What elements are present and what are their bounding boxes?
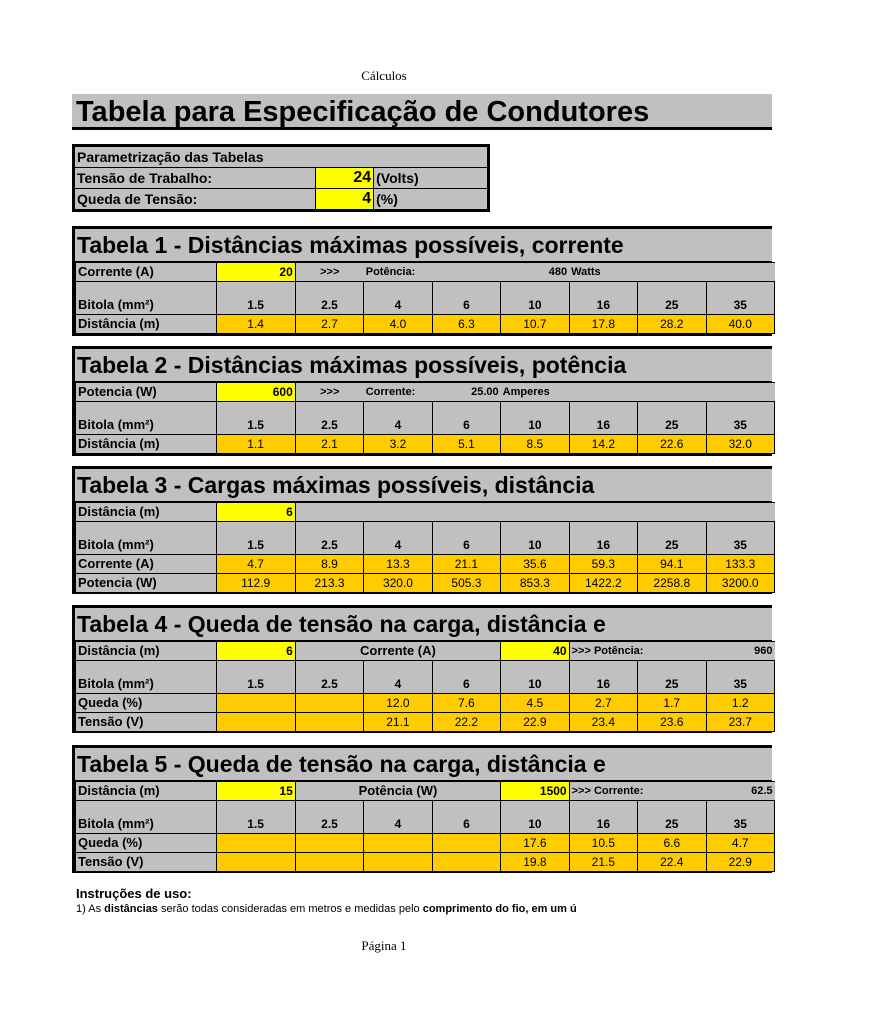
t5-info-value: 62.5 (706, 782, 774, 801)
table-1 (72, 226, 772, 336)
t3-potencia-cell-2: 320.0 (364, 574, 432, 593)
instr-text-c: serão todas consideradas em metros e medidas pelo (157, 903, 423, 915)
t1-distancia-cell-6: 28.2 (638, 315, 706, 334)
t2-info-unit: Amperes (501, 383, 569, 402)
t3-corrente-label: Corrente (A) (76, 555, 217, 574)
t1-distancia-cell-4: 10.7 (501, 315, 569, 334)
t5-input-distancia[interactable]: 15 (216, 782, 295, 801)
t4-queda-cell-4: 4.5 (501, 694, 569, 713)
instructions-line-1 (76, 903, 876, 915)
t4-queda-cell-5: 2.7 (569, 694, 637, 713)
t3-corrente-cell-3: 21.1 (432, 555, 500, 574)
t4-tensao-cell-0 (216, 713, 295, 732)
t3-potencia-cell-6: 2258.8 (638, 574, 706, 593)
instr-text-d: comprimento do fio, em um ú (422, 903, 577, 915)
t1-arrow: >>> (295, 263, 363, 282)
t4-tensao-cell-4: 22.9 (501, 713, 569, 732)
table-4-title: Tabela 4 - Queda de tensão na carga, distância e (75, 608, 772, 641)
t2-gauge-5: 16 (569, 402, 637, 435)
t5-arrow-text: >>> (571, 785, 591, 797)
t2-gauge-2: 4 (364, 402, 432, 435)
t4-gauge-2: 4 (364, 661, 432, 694)
t2-bitola-label: Bitola (mm²) (76, 402, 217, 435)
t5-tensao-cell-3 (432, 853, 500, 872)
t5-queda-cell-6: 6.6 (638, 834, 706, 853)
t2-arrow: >>> (295, 383, 363, 402)
t4-queda-cell-2: 12.0 (364, 694, 432, 713)
t4-tensao-cell-5: 23.4 (569, 713, 637, 732)
t5-tensao-cell-4: 19.8 (501, 853, 569, 872)
instr-text-b: distâncias (104, 903, 158, 915)
t1-gauge-1: 2.5 (295, 282, 363, 315)
t5-gauge-1: 2.5 (295, 801, 363, 834)
t2-distancia-cell-1: 2.1 (295, 435, 363, 454)
table-5 (72, 745, 772, 873)
instructions (76, 886, 876, 915)
t2-distancia-cell-5: 14.2 (569, 435, 637, 454)
t3-potencia-cell-5: 1422.2 (569, 574, 637, 593)
t4-second-label: Corrente (A) (295, 642, 500, 661)
t1-gauge-6: 25 (638, 282, 706, 315)
instructions-title: Instruções de uso: (76, 886, 192, 901)
t3-gauge-7: 35 (706, 522, 775, 555)
t1-distancia-cell-0: 1.4 (216, 315, 295, 334)
t2-info-value: 25.00 (432, 383, 500, 402)
t3-gauge-4: 10 (501, 522, 569, 555)
t5-queda-cell-4: 17.6 (501, 834, 569, 853)
t4-arrow-text: >>> (571, 645, 591, 657)
t4-info-label: Potência: (593, 645, 644, 657)
t5-tensao-cell-5: 21.5 (569, 853, 637, 872)
t5-tensao-cell-0 (216, 853, 295, 872)
t2-distancia-cell-2: 3.2 (364, 435, 432, 454)
t4-bitola-label: Bitola (mm²) (76, 661, 217, 694)
page-footer: Página 1 (361, 938, 407, 953)
t4-gauge-4: 10 (501, 661, 569, 694)
t2-distancia-cell-3: 5.1 (432, 435, 500, 454)
table-4 (72, 605, 772, 733)
t4-gauge-0: 1.5 (216, 661, 295, 694)
t3-potencia-label: Potencia (W) (76, 574, 217, 593)
t4-info-value: 960 (706, 642, 775, 661)
t5-tensao-cell-6: 22.4 (638, 853, 706, 872)
t2-gauge-7: 35 (706, 402, 775, 435)
t3-corrente-cell-1: 8.9 (295, 555, 363, 574)
t3-gauge-6: 25 (638, 522, 706, 555)
t2-input-label: Potencia (W) (76, 383, 217, 402)
t5-arrow (569, 782, 644, 801)
t3-gauge-2: 4 (364, 522, 432, 555)
t4-arrow (569, 642, 644, 661)
t2-gauge-1: 2.5 (295, 402, 363, 435)
t3-corrente-cell-4: 35.6 (501, 555, 569, 574)
t4-tensao-label: Tensão (V) (76, 713, 217, 732)
t5-gauge-5: 16 (569, 801, 637, 834)
t1-gauge-4: 10 (501, 282, 569, 315)
t5-tensao-cell-7: 22.9 (706, 853, 774, 872)
t5-info-label: Corrente: (593, 785, 644, 797)
t4-gauge-7: 35 (706, 661, 775, 694)
t3-input-distancia[interactable]: 6 (216, 503, 295, 522)
t3-gauge-1: 2.5 (295, 522, 363, 555)
t5-queda-cell-0 (216, 834, 295, 853)
t4-input-label: Distância (m) (76, 642, 217, 661)
t4-queda-cell-7: 1.2 (706, 694, 775, 713)
t1-gauge-2: 4 (364, 282, 432, 315)
param-unit-queda: (%) (374, 189, 489, 211)
t2-gauge-3: 6 (432, 402, 500, 435)
t1-distancia-cell-7: 40.0 (706, 315, 774, 334)
t4-input-corrente[interactable]: 40 (501, 642, 569, 661)
t1-distancia-cell-3: 6.3 (432, 315, 500, 334)
param-label-tensao: Tensão de Trabalho: (74, 168, 316, 189)
t4-queda-cell-1 (295, 694, 363, 713)
t4-tensao-cell-1 (295, 713, 363, 732)
t5-queda-label: Queda (%) (76, 834, 217, 853)
spreadsheet-area (72, 0, 773, 1024)
t1-input-corrente[interactable]: 20 (216, 263, 295, 282)
t2-distancia-cell-7: 32.0 (706, 435, 775, 454)
table-5-title: Tabela 5 - Queda de tensão na carga, distância e (75, 748, 772, 781)
t3-bitola-label: Bitola (mm²) (76, 522, 217, 555)
t4-queda-cell-0 (216, 694, 295, 713)
t1-gauge-5: 16 (569, 282, 637, 315)
t3-gauge-3: 6 (432, 522, 500, 555)
t1-distancia-cell-1: 2.7 (295, 315, 363, 334)
t1-gauge-0: 1.5 (216, 282, 295, 315)
t1-gauge-3: 6 (432, 282, 500, 315)
t5-bitola-label: Bitola (mm²) (76, 801, 217, 834)
t3-corrente-cell-6: 94.1 (638, 555, 706, 574)
t2-gauge-6: 25 (638, 402, 706, 435)
t5-input-potencia[interactable]: 1500 (501, 782, 569, 801)
t4-queda-label: Queda (%) (76, 694, 217, 713)
t5-queda-cell-1 (295, 834, 363, 853)
param-unit-tensao: (Volts) (374, 168, 489, 189)
t5-tensao-cell-2 (364, 853, 432, 872)
t2-info-label: Corrente: (364, 383, 432, 402)
params-table (72, 144, 490, 212)
t5-queda-cell-3 (432, 834, 500, 853)
t4-gauge-5: 16 (569, 661, 637, 694)
t5-tensao-cell-1 (295, 853, 363, 872)
t5-queda-cell-2 (364, 834, 432, 853)
instr-text-a: 1) As (76, 903, 105, 915)
t2-gauge-4: 10 (501, 402, 569, 435)
t3-gauge-0: 1.5 (216, 522, 295, 555)
t1-distancia-label: Distância (m) (76, 315, 217, 334)
param-input-tensao[interactable]: 24 (315, 168, 373, 189)
t5-gauge-4: 10 (501, 801, 569, 834)
t1-distancia-cell-2: 4.0 (364, 315, 432, 334)
t3-potencia-cell-3: 505.3 (432, 574, 500, 593)
t5-gauge-3: 6 (432, 801, 500, 834)
t5-second-label: Potência (W) (295, 782, 500, 801)
t5-gauge-0: 1.5 (216, 801, 295, 834)
t5-gauge-6: 25 (638, 801, 706, 834)
t2-distancia-label: Distância (m) (76, 435, 217, 454)
t3-potencia-cell-7: 3200.0 (706, 574, 775, 593)
t3-potencia-cell-0: 112.9 (216, 574, 295, 593)
table-3-title: Tabela 3 - Cargas máximas possíveis, distância (75, 469, 772, 502)
page-header: Cálculos (361, 68, 407, 83)
t3-gauge-5: 16 (569, 522, 637, 555)
t4-input-distancia[interactable]: 6 (216, 642, 295, 661)
t2-distancia-cell-0: 1.1 (216, 435, 295, 454)
t1-bitola-label: Bitola (mm²) (76, 282, 217, 315)
t5-gauge-2: 4 (364, 801, 432, 834)
t5-gauge-7: 35 (706, 801, 774, 834)
t4-tensao-cell-6: 23.6 (638, 713, 706, 732)
t4-tensao-cell-3: 22.2 (432, 713, 500, 732)
table-2 (72, 346, 772, 456)
t2-input-potencia[interactable]: 600 (216, 383, 295, 402)
t4-gauge-1: 2.5 (295, 661, 363, 694)
t4-gauge-3: 6 (432, 661, 500, 694)
t3-corrente-cell-2: 13.3 (364, 555, 432, 574)
t4-gauge-6: 25 (638, 661, 706, 694)
table-3 (72, 466, 772, 594)
table-1-title: Tabela 1 - Distâncias máximas possíveis, corrente (75, 229, 772, 262)
t1-input-label: Corrente (A) (76, 263, 217, 282)
param-input-queda[interactable]: 4 (315, 189, 373, 211)
t2-gauge-0: 1.5 (216, 402, 295, 435)
table-2-title: Tabela 2 - Distâncias máximas possíveis, potência (75, 349, 772, 382)
t3-input-label: Distância (m) (76, 503, 217, 522)
t3-potencia-cell-4: 853.3 (501, 574, 569, 593)
t4-queda-cell-3: 7.6 (432, 694, 500, 713)
t3-corrente-cell-5: 59.3 (569, 555, 637, 574)
t2-distancia-cell-4: 8.5 (501, 435, 569, 454)
t3-corrente-cell-7: 133.3 (706, 555, 775, 574)
t4-tensao-cell-7: 23.7 (706, 713, 775, 732)
params-title: Parametrização das Tabelas (74, 146, 489, 168)
t5-queda-cell-5: 10.5 (569, 834, 637, 853)
t5-tensao-label: Tensão (V) (76, 853, 217, 872)
t1-info-unit: Watts (569, 263, 637, 282)
t5-queda-cell-7: 4.7 (706, 834, 774, 853)
main-title: Tabela para Especificação de Condutores (72, 94, 772, 130)
t5-input-label: Distância (m) (76, 782, 217, 801)
t1-gauge-7: 35 (706, 282, 774, 315)
t3-corrente-cell-0: 4.7 (216, 555, 295, 574)
t1-info-label: Potência: (364, 263, 501, 282)
param-label-queda: Queda de Tensão: (74, 189, 316, 211)
t1-distancia-cell-5: 17.8 (569, 315, 637, 334)
t1-info-value: 480 (501, 263, 569, 282)
t4-tensao-cell-2: 21.1 (364, 713, 432, 732)
t2-distancia-cell-6: 22.6 (638, 435, 706, 454)
t3-potencia-cell-1: 213.3 (295, 574, 363, 593)
t4-queda-cell-6: 1.7 (638, 694, 706, 713)
